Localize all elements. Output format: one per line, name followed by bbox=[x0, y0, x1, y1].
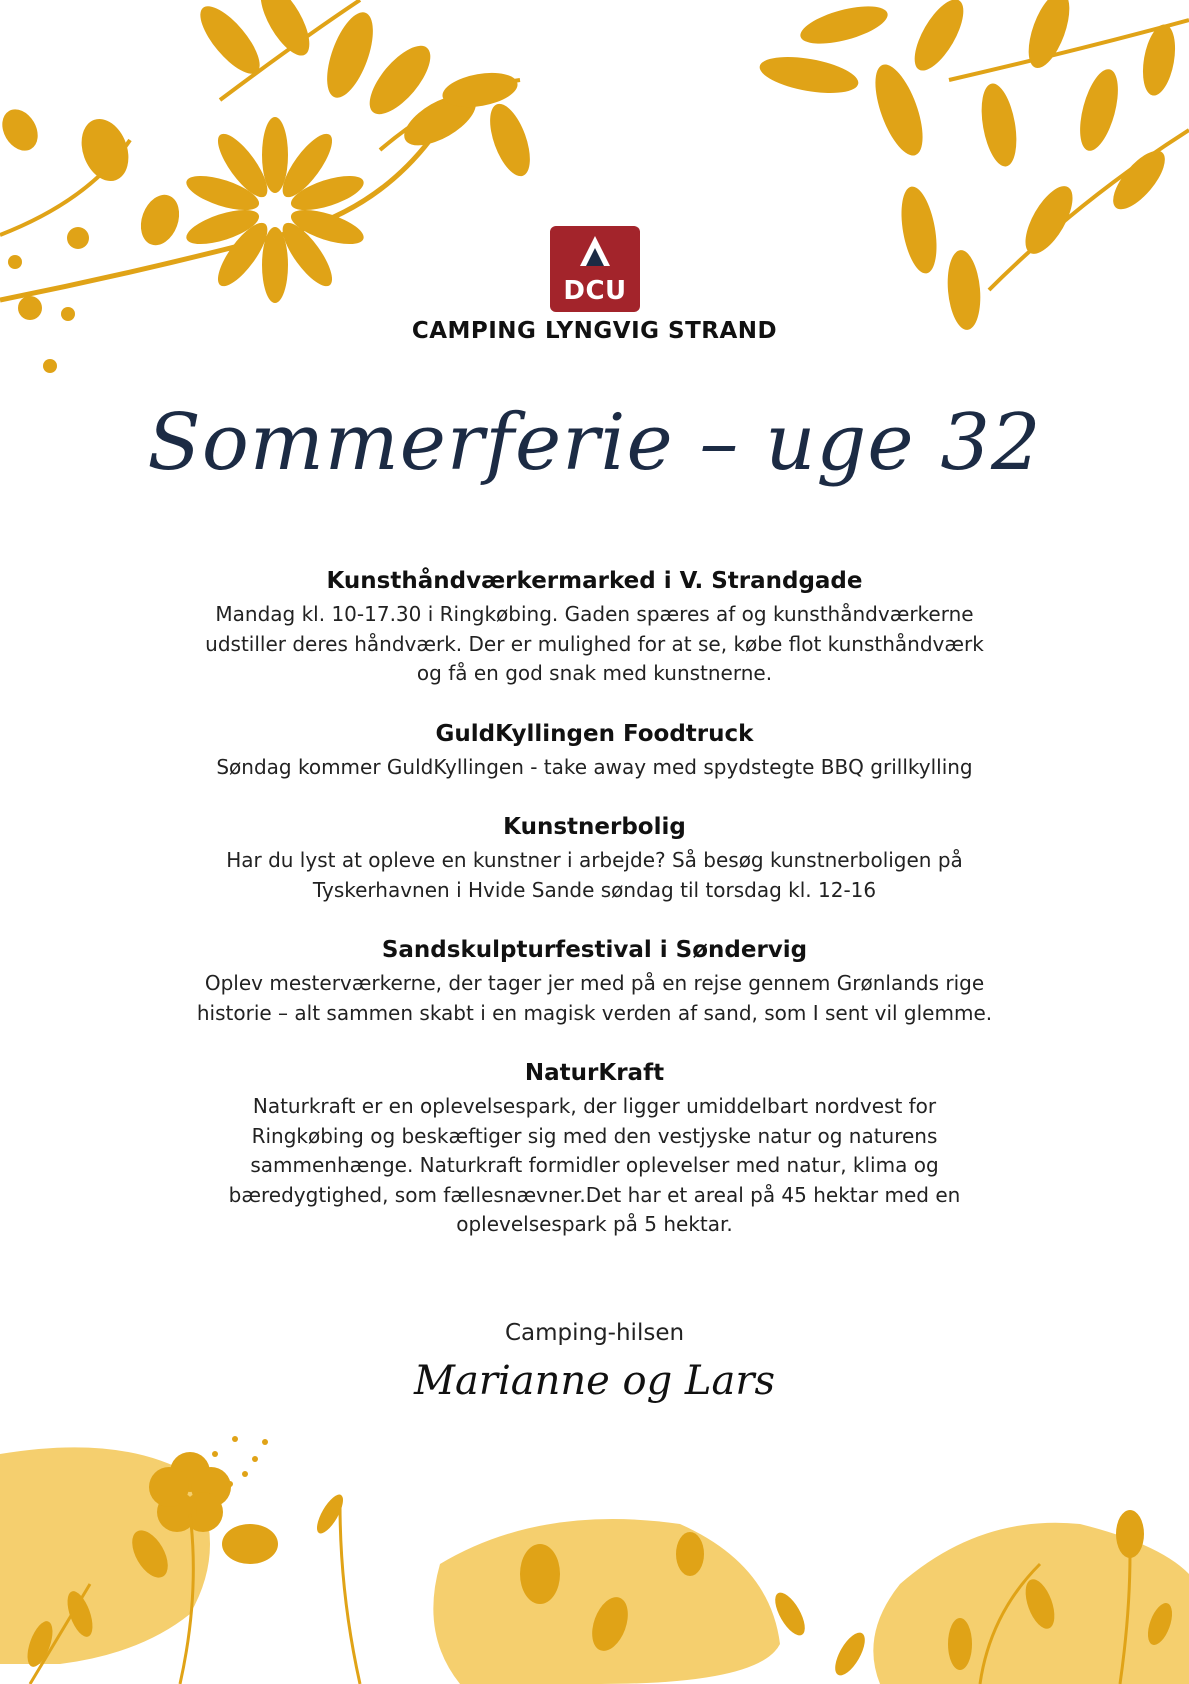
event-line: Har du lyst at opleve en kunstner i arbejde? Så besøg kunstnerboligen på bbox=[226, 848, 963, 872]
event-line: Naturkraft er en oplevelsespark, der ligger umiddelbart nordvest for bbox=[252, 1094, 937, 1118]
event-line: Søndag kommer GuldKyllingen - take away med spydstegte BBQ grillkylling bbox=[216, 754, 973, 779]
event-heading: Kunstnerbolig bbox=[503, 814, 686, 840]
event-item bbox=[140, 812, 1049, 905]
event-item bbox=[140, 1058, 1049, 1240]
leaf-decoration-top-right bbox=[749, 0, 1189, 330]
event-line: Oplev mesterværkerne, der tager jer med på en rejse gennem Grønlands rige bbox=[204, 971, 985, 995]
event-line: sammenhænge. Naturkraft formidler oplevelser med natur, klima og bbox=[250, 1153, 939, 1177]
signature: Marianne og Lars bbox=[414, 1358, 775, 1404]
event-line: udstiller deres håndværk. Der er mulighed for at se, købe flot kunsthåndværk bbox=[205, 631, 984, 656]
event-description bbox=[140, 600, 1049, 689]
event-line: oplevelsespark på 5 hektar. bbox=[456, 1212, 733, 1236]
event-description bbox=[140, 753, 1049, 783]
floral-decoration-bottom bbox=[0, 1414, 1189, 1684]
dcu-logo bbox=[550, 226, 640, 312]
event-line: bæredygtighed, som fællesnævner.Det har et areal på 45 hektar med en bbox=[228, 1182, 961, 1207]
event-heading: Sandskulpturfestival i Søndervig bbox=[381, 937, 808, 963]
event-line: Tyskerhavnen i Hvide Sande søndag til torsdag kl. 12-16 bbox=[312, 877, 877, 902]
event-item bbox=[140, 935, 1049, 1028]
event-description bbox=[140, 1092, 1049, 1240]
event-line: og få en god snak med kunstnerne. bbox=[416, 661, 773, 685]
event-line: Ringkøbing og beskæftiger sig med den vestjyske natur og naturens bbox=[251, 1123, 938, 1148]
event-line: Mandag kl. 10-17.30 i Ringkøbing. Gaden spæres af og kunsthåndværkerne bbox=[215, 602, 974, 626]
logo-text: DCU bbox=[563, 276, 627, 306]
event-heading: Kunsthåndværkermarked i V. Strandgade bbox=[326, 568, 863, 594]
event-description bbox=[140, 969, 1049, 1028]
event-item bbox=[140, 566, 1049, 689]
event-list bbox=[140, 566, 1049, 1270]
greeting: Camping-hilsen bbox=[504, 1320, 685, 1346]
organization-name: CAMPING LYNGVIG STRAND bbox=[411, 318, 778, 344]
event-heading: NaturKraft bbox=[524, 1060, 665, 1086]
event-heading: GuldKyllingen Foodtruck bbox=[435, 720, 754, 747]
event-item bbox=[140, 719, 1049, 783]
event-description bbox=[140, 846, 1049, 905]
page-title: Sommerferie – uge 32 bbox=[147, 398, 1042, 488]
event-line: historie – alt sammen skabt i en magisk verden af sand, som I sent vil glemme. bbox=[196, 1000, 993, 1025]
